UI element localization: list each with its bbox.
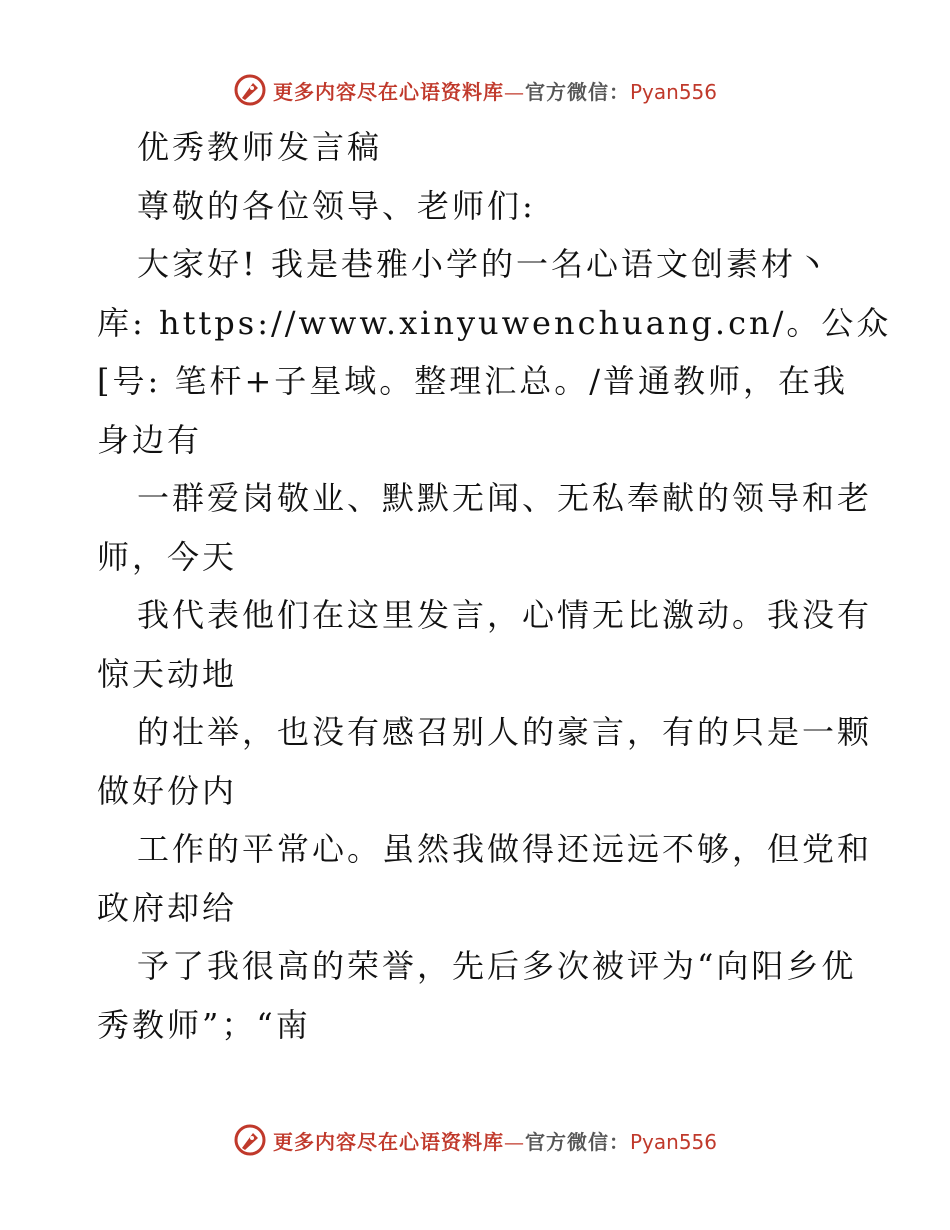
paragraph-line: 秀教师”；“南 [97,1005,311,1044]
banner-main-text: 更多内容尽在心语资料库 [272,1129,504,1154]
paragraph-line: 大家好! 我是巷雅小学的一名心语文创素材丶 [137,245,832,283]
document-title: 优秀教师发言稿 [137,128,383,166]
paragraph-line: 身边有 [97,420,203,459]
paragraph-line: 予了我很高的荣誉，先后多次被评为“向阳乡优 [137,947,857,985]
banner-wechat-id: Pyan556 [629,79,717,104]
banner-dash: — [503,1129,525,1154]
salutation-line: 尊敬的各位领导、老师们: [137,186,536,225]
paragraph-line: 工作的平常心。虽然我做得还远远不够，但党和 [137,830,873,868]
paragraph-line: 做好份内 [97,771,238,810]
banner-wechat-label: 官方微信： [524,79,630,104]
header-banner [0,70,950,110]
banner-wechat-id: Pyan556 [629,1129,717,1154]
banner-text [273,1126,717,1155]
pen-nib-logo-icon [233,1123,267,1157]
paragraph-line: 政府却给 [97,888,238,927]
banner-wechat-label: 官方微信： [524,1129,630,1154]
document-body [97,118,892,1054]
footer-banner [0,1120,950,1160]
pen-nib-logo-icon [233,73,267,107]
paragraph-line: 一群爱岗敬业、默默无闻、无私奉献的领导和老 [137,479,873,517]
banner-text [273,76,717,105]
paragraph-line: 师，今天 [97,537,238,576]
banner-main-text: 更多内容尽在心语资料库 [272,79,504,104]
paragraph-line: 库: https://www.xinyuwenchuang.cn/。公众 [97,303,892,342]
paragraph-line: [号: 笔杆+子星域。整理汇总。/普通教师，在我 [97,362,849,400]
banner-dash: — [503,79,525,104]
paragraph-line: 我代表他们在这里发言，心情无比激动。我没有 [137,596,873,634]
paragraph-line: 惊天动地 [97,654,238,693]
paragraph-line: 的壮举，也没有感召别人的豪言，有的只是一颗 [137,713,873,751]
